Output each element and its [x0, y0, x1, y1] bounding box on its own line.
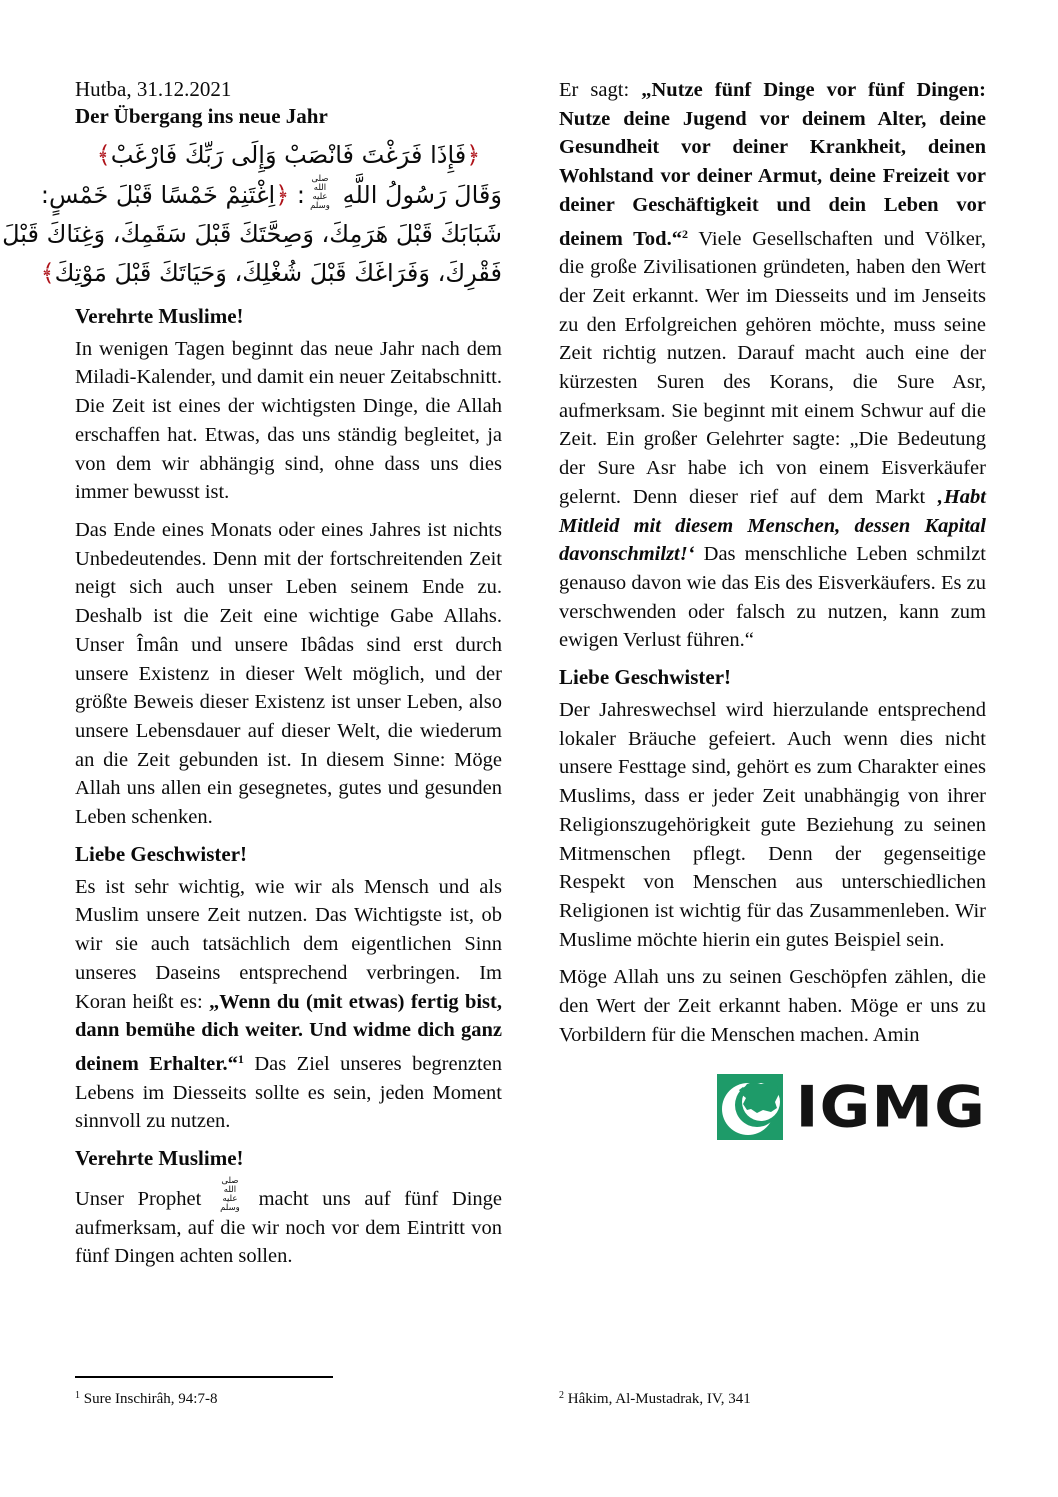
section-heading-verehrte-muslime-2: Verehrte Muslime! — [75, 1146, 244, 1171]
footnote-2 — [559, 1386, 751, 1409]
arabic-line: وَقَالَ رَسُولُ اللَّهِ صلى الله عليه وسلم: ﴿اِغْتَنِمْ خَمْسًا قَبْلَ خَمْسٍ: — [40, 174, 502, 211]
arabic-line: شَبَابَكَ قَبْلَ هَرَمِكَ، وَصِحَّتَكَ قَبْلَ سَقَمِكَ، وَغِنَاكَ قَبْلَ — [2, 219, 502, 248]
footnote-separator — [75, 1376, 333, 1378]
right-column — [559, 76, 986, 1142]
footnote-1 — [75, 1386, 217, 1409]
paragraph: Möge Allah uns zu seinen Geschöpfen zählen, die den Wert der Zeit erkannt haben. Möge er uns zu Vorbildern für die Menschen machen. Amin — [559, 966, 986, 1046]
left-column — [2, 76, 502, 1280]
footnote-1-marker: 1 — [75, 1390, 80, 1401]
section-heading-verehrte-muslime-1: Verehrte Muslime! — [75, 303, 244, 328]
section-heading-liebe-geschwister-2: Liebe Geschwister! — [559, 665, 732, 690]
section-heading-liebe-geschwister-1: Liebe Geschwister! — [75, 841, 248, 866]
paragraph: Der Jahreswechsel wird hierzulande entsprechend lokaler Bräuche gefeiert. Auch wenn dies nicht unsere Festtage sind, gehört es zum Charakter eines Muslims, dass er jeder Zeit unabhängig von ihrer Religionszugehörigkeit gute Beziehung zu seinen Mitmenschen pflegt. Denn der gegenseitige Respekt von Menschen aus unterschiedlichen Religionen ist wichtig für das Zusammenleben. Wir Muslime möchte hierin ein gutes Beispiel sein. — [559, 699, 986, 951]
arabic-line: فَقْرِكَ، وَفَرَاغَكَ قَبْلَ شُغْلِكَ، وَحَيَاتَكَ قَبْلَ مَوْتِكَ﴾ — [40, 258, 502, 287]
paragraph: In wenigen Tagen beginnt das neue Jahr nach dem Miladi-Kalender, und damit ein neuer Zeitabschnitt. Die Zeit ist eines der wichtigsten Dinge, die Allah erschaffen hat. Etwas, das uns ständig begleitet, ja von dem wir abhängig sind, ohne dass uns dies immer bewusst ist. — [75, 337, 502, 504]
date-line: Hutba, 31.12.2021 — [75, 77, 232, 101]
igmg-wordmark: IGMG — [795, 1072, 986, 1140]
igmg-logo — [559, 1072, 986, 1142]
crescent-europe-icon — [717, 1074, 783, 1140]
paragraph: Es ist sehr wichtig, wie wir als Mensch und als Muslim unsere Zeit nutzen. Das Wichtigste ist, ob wir sie auch tatsächlich dem eigentlichen Sinn unseres Daseins entsprechend verbringen. Im Koran heißt es: „Wenn du (mit etwas) fertig bist, dann bemühe dich weiter. Und widme dich ganz deinem Erhalter.“$^1$ Das Ziel unseres begrenzten Lebens im Diesseits sollte es sein, jeden Moment sinnvoll zu nutzen. — [75, 875, 502, 1133]
arabic-quote-block — [2, 136, 502, 293]
arabic-line: ﴿فَإِذَا فَرَغْتَ فَانْصَبْ وَإِلَى رَبِّكَ فَارْغَبْ﴾ — [96, 141, 481, 169]
page-title: Der Übergang ins neue Jahr — [75, 104, 328, 128]
footnote-2-text: Hâkim, Al-Mustadrak, IV, 341 — [564, 1391, 751, 1407]
paragraph: Unser Prophet صلى الله عليه وسلم macht uns auf fünf Dinge aufmerksam, auf die wir noch vor dem Eintritt von fünf Dingen achten sollen. — [75, 1176, 502, 1268]
footnote-1-text: Sure Inschirâh, 94:7-8 — [80, 1391, 218, 1407]
footnote-2-marker: 2 — [559, 1390, 564, 1401]
paragraph: Das Ende eines Monats oder eines Jahres ist nichts Unbedeutendes. Denn mit der fortschreitenden Zeit neigt sich auch unser Leben seinem Ende zu. Deshalb ist die Zeit eine wichtige Gabe Allahs. Unser Îmân und unsere Ibâdas sind erst durch unsere Existenz in dieser Welt möglich, und der größte Beweis dieser Existenz ist unser Leben, also unsere Lebensdauer auf dieser Welt, die wiederum an die Zeit gebunden ist. In diesem Sinne: Möge Allah uns allen ein gesegnetes, gutes und gesunden Leben schenken. — [75, 518, 502, 829]
paragraph: Er sagt: „Nutze fünf Dinge vor fünf Dingen: Nutze deine Jugend vor deinem Alter, deine Gesundheit vor deiner Krankheit, deinen Wohlstand vor deiner Armut, deine Freizeit vor deiner Geschäftigkeit und dein Leben vor deinem Tod.“$^2$ Viele Gesellschaften und Völker, die große Zivilisationen gründeten, haben den Wert der Zeit erkannt. Wer im Diesseits und im Jenseits zu den Erfolgreichen gehören möchte, muss seine Zeit richtig nutzen. Darauf macht auch eine der kürzesten Suren des Korans, die Sure Asr, aufmerksam. Sie beginnt mit einem Schwur auf die Zeit. Ein großer Gelehrter sagte: „Die Bedeutung der Sure Asr habe ich von einem Eisverkäufer gelernt. Denn dieser rief auf dem Markt ‚Habt Mitleid mit diesem Menschen, dessen Kapital davonschmilzt!‘ Das menschliche Leben schmilzt genauso davon wie das Eis des Eisverkäufers. Es zu verschwenden oder falsch zu nutzen, kann zum ewigen Verlust führen.“ — [559, 79, 986, 652]
